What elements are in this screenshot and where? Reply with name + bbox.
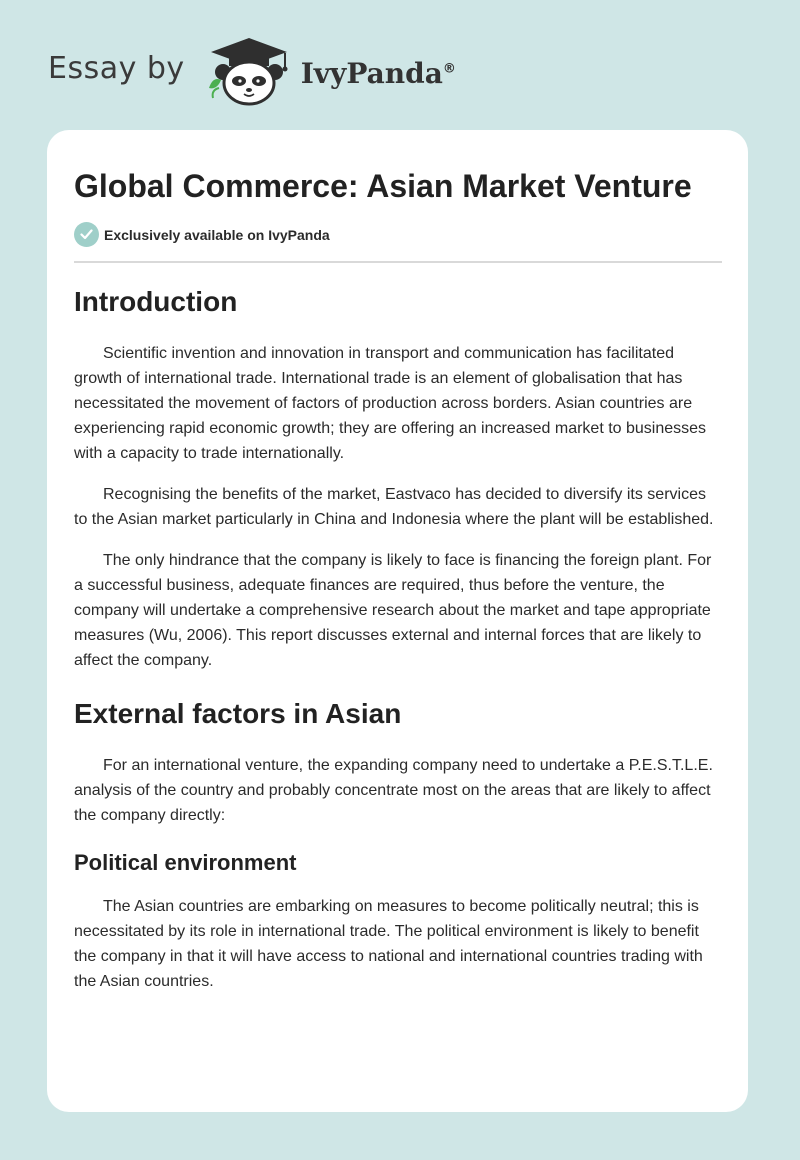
registered-mark: ® bbox=[442, 61, 456, 77]
brand-prefix: Essay by bbox=[48, 50, 185, 86]
paragraph: Recognising the benefits of the market, Eastvaco has decided to diversify its services to the Asian market particularly in China and Indonesia where the plant will be established. bbox=[74, 486, 714, 528]
paragraph: The Asian countries are embarking on measures to become politically neutral; this is necessitated by its role in international trade. The political environment is likely to benefit the company in that it will have access to national and international countries trading with the Asian countries. bbox=[74, 898, 703, 990]
divider bbox=[74, 261, 722, 263]
essay-body bbox=[74, 280, 722, 994]
section-heading-external-factors: External factors in Asian bbox=[74, 698, 402, 729]
paragraph: Scientific invention and innovation in transport and communication has facilitated growth of international trade. International trade is an element of globalisation that has necessitated the movement of factors of production across borders. Asian countries are experiencing rapid economic growth; they are offering an increased market to businesses with a capacity to trade internationally. bbox=[74, 345, 707, 462]
paragraph: The only hindrance that the company is likely to face is financing the foreign plant. For a successful business, adequate finances are required, thus before the venture, the company will undertake a comprehensive research about the market and tape appropriate measures (Wu, 2006). This report discusses external and internal forces that are likely to affect the company. bbox=[74, 552, 712, 669]
exclusive-badge bbox=[74, 222, 330, 247]
check-circle-icon bbox=[74, 222, 99, 247]
section-heading-introduction: Introduction bbox=[74, 286, 238, 317]
brand-name-text: IvyPanda bbox=[300, 56, 443, 90]
essay-card bbox=[47, 130, 748, 1112]
site-header bbox=[48, 36, 456, 106]
essay-title: Global Commerce: Asian Market Venture bbox=[74, 168, 692, 204]
panda-logo-icon[interactable] bbox=[203, 36, 295, 106]
subsection-heading-political: Political environment bbox=[74, 850, 297, 875]
brand-name[interactable] bbox=[301, 57, 456, 90]
paragraph: For an international venture, the expanding company need to undertake a P.E.S.T.L.E. analysis of the country and probably concentrate most on the areas that are likely to affect the company directly: bbox=[74, 757, 713, 824]
badge-text: Exclusively available on IvyPanda bbox=[104, 226, 330, 243]
